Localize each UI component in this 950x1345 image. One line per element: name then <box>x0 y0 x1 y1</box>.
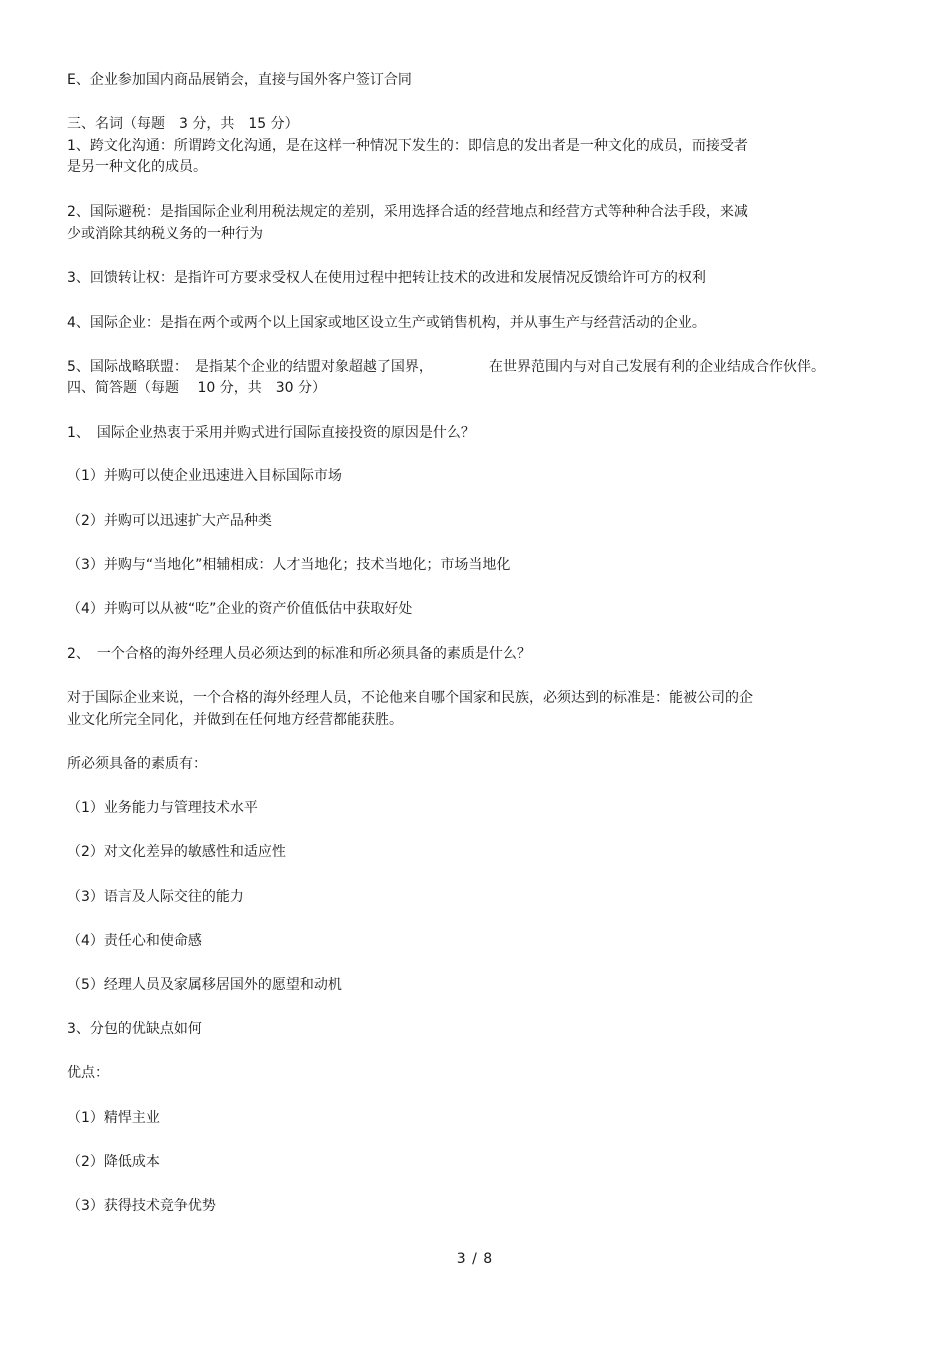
question-3-title: 3、分包的优缺点如何 <box>67 1021 202 1037</box>
section-3-heading: 三、名词（每题 3 分，共 15 分） <box>67 116 299 132</box>
question-1-point-3: （3）并购与“当地化”相辅相成：人才当地化；技术当地化；市场当地化 <box>67 557 511 573</box>
term-2-line-1: 2、国际避税：是指国际企业利用税法规定的差别，采用选择合适的经营地点和经营方式等种种合法手段，来减 <box>67 204 748 220</box>
page-number: 3 / 8 <box>456 1251 494 1267</box>
question-2-point-1: （1）业务能力与管理技术水平 <box>67 800 258 816</box>
question-1-point-1: （1）并购可以使企业迅速进入目标国际市场 <box>67 468 342 484</box>
question-1-point-4: （4）并购可以从被“吃”企业的资产价值低估中获取好处 <box>67 601 413 617</box>
question-2-point-5: （5）经理人员及家属移居国外的愿望和动机 <box>67 977 342 993</box>
question-3-point-3: （3）获得技术竞争优势 <box>67 1198 216 1214</box>
term-1-line-1: 1、跨文化沟通：所谓跨文化沟通，是在这样一种情况下发生的：即信息的发出者是一种文化的成员，而接受者 <box>67 138 748 154</box>
term-5-text-part-2: 在世界范围内与对自己发展有利的企业结成合作伙伴。 <box>489 359 825 375</box>
question-2-point-2: （2）对文化差异的敏感性和适应性 <box>67 844 286 860</box>
question-3-point-1: （1）精悍主业 <box>67 1110 160 1126</box>
question-3-advantages-label: 优点： <box>67 1065 109 1081</box>
question-2-answer-line-2: 业文化所完全同化，并做到在任何地方经营都能获胜。 <box>67 712 403 728</box>
question-2-point-3: （3）语言及人际交往的能力 <box>67 889 244 905</box>
question-2-qualities-intro: 所必须具备的素质有： <box>67 756 207 772</box>
option-e-text: E、企业参加国内商品展销会，直接与国外客户签订合同 <box>67 72 412 88</box>
term-2-line-2: 少或消除其纳税义务的一种行为 <box>67 226 263 242</box>
term-5-text-part-1: 5、国际战略联盟： 是指某个企业的结盟对象超越了国界， <box>67 359 433 375</box>
term-3-text: 3、回馈转让权：是指许可方要求受权人在使用过程中把转让技术的改进和发展情况反馈给许可方的权利 <box>67 270 706 286</box>
term-4-text: 4、国际企业：是指在两个或两个以上国家或地区设立生产或销售机构，并从事生产与经营活动的企业。 <box>67 315 706 331</box>
question-3-point-2: （2）降低成本 <box>67 1154 160 1170</box>
question-2-answer-line-1: 对于国际企业来说，一个合格的海外经理人员，不论他来自哪个国家和民族，必须达到的标准是：能被公司的企 <box>67 690 753 706</box>
question-2-point-4: （4）责任心和使命感 <box>67 933 202 949</box>
question-1-point-2: （2）并购可以迅速扩大产品种类 <box>67 513 272 529</box>
term-1-line-2: 是另一种文化的成员。 <box>67 159 207 175</box>
section-4-heading: 四、简答题（每题 10 分，共 30 分） <box>67 380 326 396</box>
question-1-title: 1、 国际企业热衷于采用并购式进行国际直接投资的原因是什么？ <box>67 425 475 441</box>
question-2-title: 2、 一个合格的海外经理人员必须达到的标准和所必须具备的素质是什么？ <box>67 646 531 662</box>
